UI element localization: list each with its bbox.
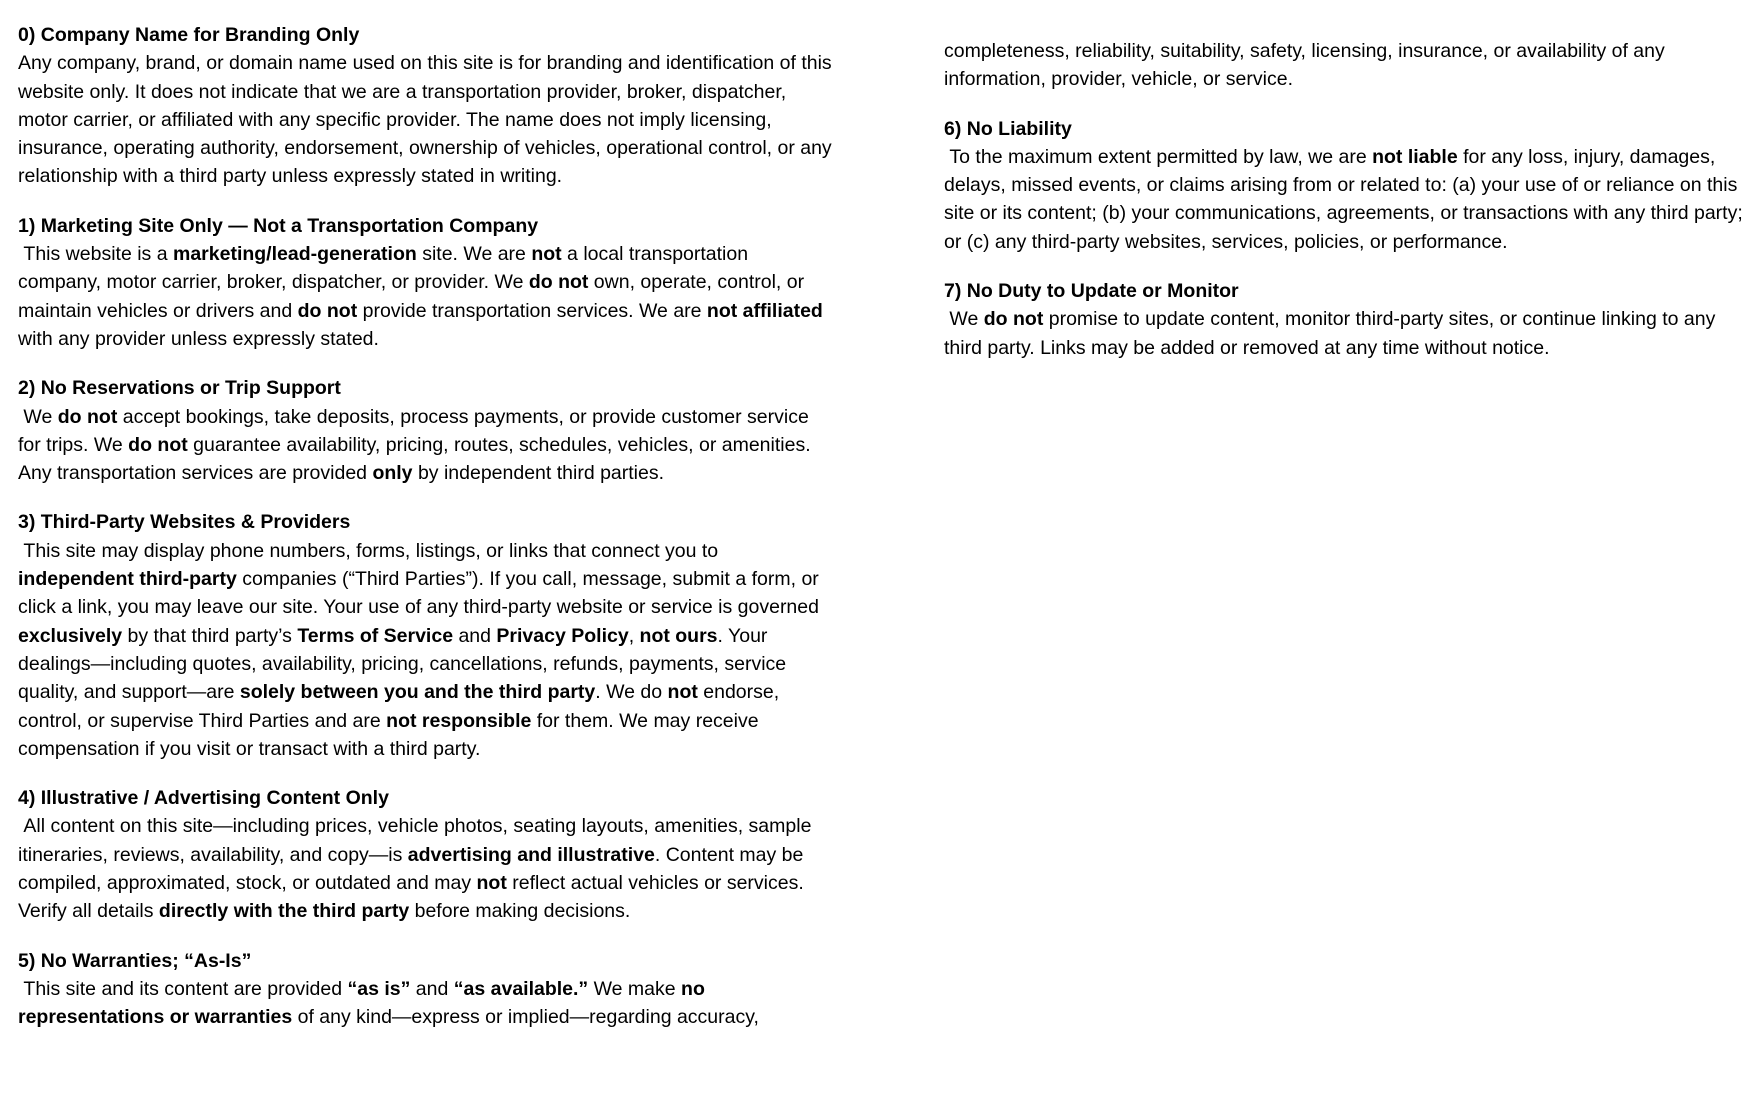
text-segment: own, operate, control, or maintain vehicles or drivers and [18,271,810,322]
text-segment: We [944,308,984,331]
text-segment: , [628,624,640,647]
disclaimer-section [944,277,1744,362]
text-segment: This site and its content are provided [18,977,348,1000]
text-segment: This website is a [18,243,173,266]
text-segment: by independent third parties. [412,462,665,485]
section-paragraph [944,37,1744,94]
text-segment: site. We are [416,243,532,266]
text-segment: guarantee availability, pricing, routes, schedules, vehicles, or amenities. Any transportation services are provided [18,433,815,485]
section-heading: 2) No Reservations or Trip Support [18,377,341,400]
disclaimer-section [18,21,838,191]
section-heading: 5) No Warranties; “As-Is” [18,949,252,972]
bold-text-segment: “as is” [347,977,411,1000]
section-paragraph [944,305,1744,362]
section-paragraph [18,49,838,190]
bold-text-segment: not ours [639,624,718,647]
bold-text-segment: not affiliated [706,299,823,322]
bold-text-segment: do not [528,271,589,294]
bold-text-segment: Terms of Service [297,624,454,647]
bold-text-segment: “as available.” [453,977,589,1000]
section-paragraph [18,537,834,763]
section-heading: 0) Company Name for Branding Only [18,24,360,46]
disclaimer-section [18,784,834,925]
text-segment: with any provider unless expressly stated. [18,299,829,350]
bold-text-segment: not responsible [386,709,532,732]
text-segment: provide transportation services. We are [357,299,707,322]
bold-text-segment: no representations or warranties [18,977,711,1029]
text-segment: Any company, brand, or domain name used on this site is for branding and identification of this website only. It does not indicate that we are a transportation provider, broker, dispatcher, motor carrier, or affiliated with any specific provider. The name does not imply licensing, insurance, operating authority, endorsement, ownership of vehicles, operational control, or any relationship with a third party unless expressly stated in writing. [18,52,838,188]
disclaimer-section [18,947,834,1032]
text-segment: and [453,624,497,647]
text-segment: reflect actual vehicles or services. Verify all details [18,872,810,923]
bold-text-segment: Privacy Policy [496,624,629,647]
text-segment: All content on this site—including prices, vehicle photos, seating layouts, amenities, sample itineraries, reviews, availability, and copy—is [18,815,817,866]
section-paragraph [944,143,1749,256]
bold-text-segment: only [372,462,413,485]
text-segment: promise to update content, monitor third-party sites, or continue linking to any third party. Links may be added or removed at any time without notice. [944,308,1721,359]
left-column [18,21,838,1032]
text-segment: completeness, reliability, suitability, safety, licensing, insurance, or availability of any information, provider, vehicle, or service. [944,40,1671,91]
section-paragraph [18,975,834,1032]
bold-text-segment: not [476,872,507,895]
section-heading: 7) No Duty to Update or Monitor [944,280,1239,303]
text-segment: for them. We may receive compensation if you visit or transact with a third party. [18,709,764,760]
text-segment: a local transportation company, motor carrier, broker, dispatcher, or provider. We [18,243,754,294]
section-paragraph [18,403,834,488]
text-segment: companies (“Third Parties”). If you call, message, submit a form, or click a link, you may leave our site. Your use of any third-party website or service is governed [18,568,825,619]
bold-text-segment: independent third-party [18,568,237,591]
section-paragraph [18,812,834,925]
bold-text-segment: exclusively [18,624,123,647]
text-segment: endorse, control, or supervise Third Parties and are [18,681,785,732]
section-heading: 3) Third-Party Websites & Providers [18,511,351,534]
bold-text-segment: not [667,681,698,704]
text-segment: before making decisions. [409,900,631,923]
section-heading: 6) No Liability [944,117,1072,140]
bold-text-segment: do not [983,308,1044,331]
disclaimer-section [18,374,834,487]
bold-text-segment: directly with the third party [158,900,410,923]
text-segment: for any loss, injury, damages, delays, missed events, or claims arising from or related to: (a) your use of or reliance on this site or its content; (b) your communications, agreements, or transactions with any third party; or (c) any third-party websites, services, policies, or performance. [944,145,1749,253]
text-segment: and [410,977,454,1000]
disclaimer-section [944,115,1749,256]
text-segment: This site may display phone numbers, forms, listings, or links that connect you to [18,539,724,562]
disclaimer-section [18,212,834,353]
section-paragraph [18,240,834,353]
text-segment: To the maximum extent permitted by law, we are [944,145,1373,168]
text-segment: accept bookings, take deposits, process payments, or provide customer service for trips. We [18,405,815,456]
text-segment: . Content may be compiled, approximated, stock, or outdated and may [18,843,809,895]
bold-text-segment: do not [57,405,118,428]
disclaimer-section [944,37,1744,94]
text-segment: by that third party’s [122,624,298,647]
bold-text-segment: not [531,243,562,266]
disclaimer-section [18,508,834,763]
bold-text-segment: not liable [1372,145,1458,168]
text-segment: We make [588,977,682,1000]
text-segment: . Your dealings—including quotes, availability, pricing, cancellations, refunds, payments, service quality, and support—are [18,624,792,704]
text-segment: We [18,405,58,428]
text-segment: of any kind—express or implied—regarding accuracy, [292,1006,759,1029]
text-segment: . We do [595,681,668,704]
right-column [944,37,1749,362]
section-heading: 4) Illustrative / Advertising Content Only [18,787,389,810]
bold-text-segment: do not [128,433,188,456]
bold-text-segment: marketing/lead-generation [172,243,417,266]
bold-text-segment: advertising and illustrative [407,843,655,866]
section-heading: 1) Marketing Site Only — Not a Transportation Company [18,214,539,237]
bold-text-segment: do not [297,299,358,322]
bold-text-segment: solely between you and the third party [239,681,596,704]
